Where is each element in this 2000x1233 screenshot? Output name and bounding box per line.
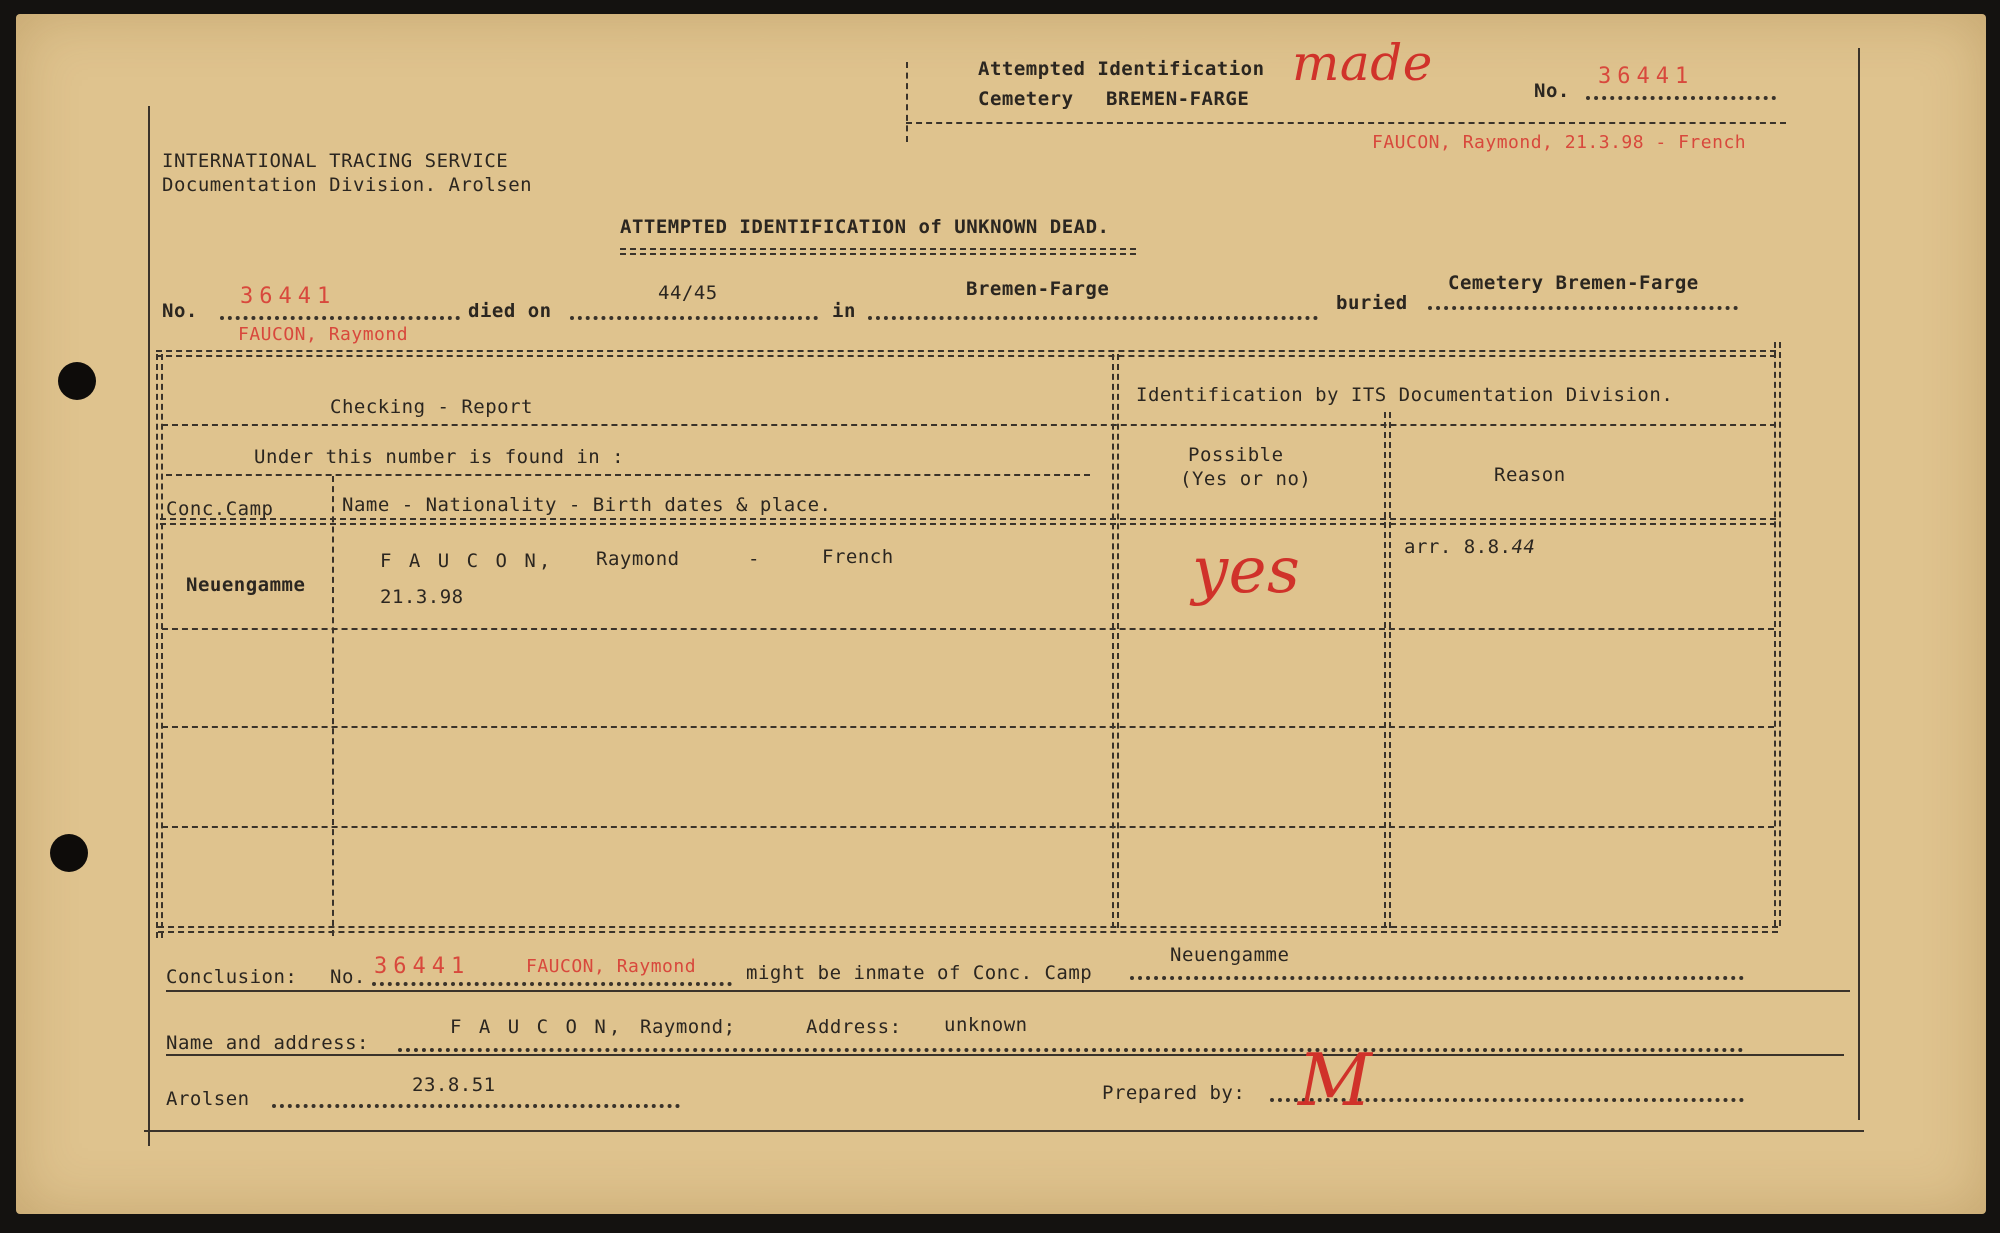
record-buried-dots xyxy=(1428,306,1738,310)
org-line1: INTERNATIONAL TRACING SERVICE xyxy=(162,150,509,172)
title-underline xyxy=(620,248,1136,255)
frame-right-line xyxy=(1858,48,1860,1120)
name-address-rule xyxy=(166,1054,1844,1056)
table-divider-main xyxy=(1112,354,1119,928)
name-address-label: Name and address: xyxy=(166,1032,369,1054)
checking-report-header: Checking - Report xyxy=(330,396,533,418)
row-nationality: French xyxy=(822,546,894,568)
footer-date: 23.8.51 xyxy=(412,1074,496,1096)
conclusion-no-value: 36441 xyxy=(374,954,471,979)
row-reason-prefix: arr. 8.8. xyxy=(1404,536,1512,558)
row-camp: Neuengamme xyxy=(186,574,306,596)
row1-bottom xyxy=(162,628,1774,630)
record-buried-value: Cemetery Bremen-Farge xyxy=(1448,272,1699,294)
conclusion-camp-dots xyxy=(1130,976,1744,980)
table-left-border xyxy=(156,354,163,938)
under-number-line xyxy=(166,474,1090,476)
page-title: ATTEMPTED IDENTIFICATION of UNKNOWN DEAD. xyxy=(620,216,1110,238)
document-card xyxy=(16,14,1986,1214)
row-birth: 21.3.98 xyxy=(380,586,464,608)
org-line2: Documentation Division. Arolsen xyxy=(162,174,533,196)
name-address-firstname: Raymond; xyxy=(640,1016,736,1038)
table-divider-reason xyxy=(1384,412,1391,928)
record-in-label: in xyxy=(832,300,856,322)
row3-bottom xyxy=(162,826,1774,828)
record-died-label: died on xyxy=(468,300,552,322)
name-address-address-value: unknown xyxy=(944,1014,1028,1036)
record-died-value: 44/45 xyxy=(658,282,718,304)
col-possible-header-1: Possible xyxy=(1188,444,1284,466)
record-no-label: No. xyxy=(162,300,198,322)
conclusion-camp-value: Neuengamme xyxy=(1170,944,1290,966)
cemetery-value: BREMEN-FARGE xyxy=(1106,88,1250,110)
id-box-bottom-border xyxy=(906,122,1786,124)
camp-col-divider xyxy=(332,476,334,936)
conclusion-no-dots xyxy=(372,982,732,986)
record-died-dots xyxy=(570,316,818,320)
record-no-dots xyxy=(220,316,460,320)
name-address-name: F A U C O N, xyxy=(450,1016,624,1038)
table-right-border xyxy=(1774,342,1781,926)
header-row-line xyxy=(162,424,1776,426)
footer-place: Arolsen xyxy=(166,1088,250,1110)
row2-bottom xyxy=(162,726,1774,728)
prepared-by-label: Prepared by: xyxy=(1102,1082,1246,1104)
conclusion-label: Conclusion: xyxy=(166,966,298,988)
header-no-dots xyxy=(1586,96,1776,100)
row-reason-suffix: 44 xyxy=(1511,536,1536,558)
col-possible-header-2: (Yes or no) xyxy=(1180,468,1312,490)
attempted-value: made xyxy=(1292,34,1433,92)
identification-header: Identification by ITS Documentation Division. xyxy=(1136,384,1674,406)
conclusion-no-label: No. xyxy=(330,966,366,988)
frame-bottom-line xyxy=(144,1130,1864,1132)
conclusion-name-value: FAUCON, Raymond xyxy=(526,956,697,977)
header-red-summary: FAUCON, Raymond, 21.3.98 - French xyxy=(1372,132,1747,153)
record-buried-label: buried xyxy=(1336,292,1408,314)
conclusion-rule xyxy=(166,990,1850,992)
col-camp-header: Conc.Camp xyxy=(166,498,274,520)
row-reason xyxy=(1404,536,1535,558)
cemetery-label: Cemetery xyxy=(978,88,1074,110)
row-firstname: Raymond xyxy=(596,548,680,570)
conclusion-mid-text: might be inmate of Conc. Camp xyxy=(746,962,1093,984)
col-name-header: Name - Nationality - Birth dates & place. xyxy=(342,494,832,516)
header-no-value: 36441 xyxy=(1598,64,1695,89)
row-possible: yes xyxy=(1192,534,1301,608)
footer-date-dots xyxy=(272,1104,680,1108)
name-address-address-label: Address: xyxy=(806,1016,902,1038)
punch-hole-bottom xyxy=(50,834,88,872)
row-surname: F A U C O N, xyxy=(380,550,554,572)
attempted-label: Attempted Identification xyxy=(978,58,1265,80)
table-bottom-border xyxy=(158,926,1778,933)
frame-left-line xyxy=(148,106,150,1146)
name-address-dots xyxy=(398,1048,1744,1052)
table-top-border xyxy=(156,350,1776,357)
record-in-dots xyxy=(868,316,1318,320)
punch-hole-top xyxy=(58,362,96,400)
prepared-by-initial: M xyxy=(1298,1038,1373,1122)
id-box-left-border xyxy=(906,62,908,142)
record-no-value: 36441 xyxy=(240,284,337,309)
record-in-value: Bremen-Farge xyxy=(966,278,1110,300)
header-no-label: No. xyxy=(1534,80,1570,102)
col-reason-header: Reason xyxy=(1494,464,1566,486)
under-number-header: Under this number is found in : xyxy=(254,446,625,468)
col-header-line xyxy=(160,518,1776,525)
record-name-red: FAUCON, Raymond xyxy=(238,324,409,345)
row-dash: - xyxy=(748,548,760,570)
